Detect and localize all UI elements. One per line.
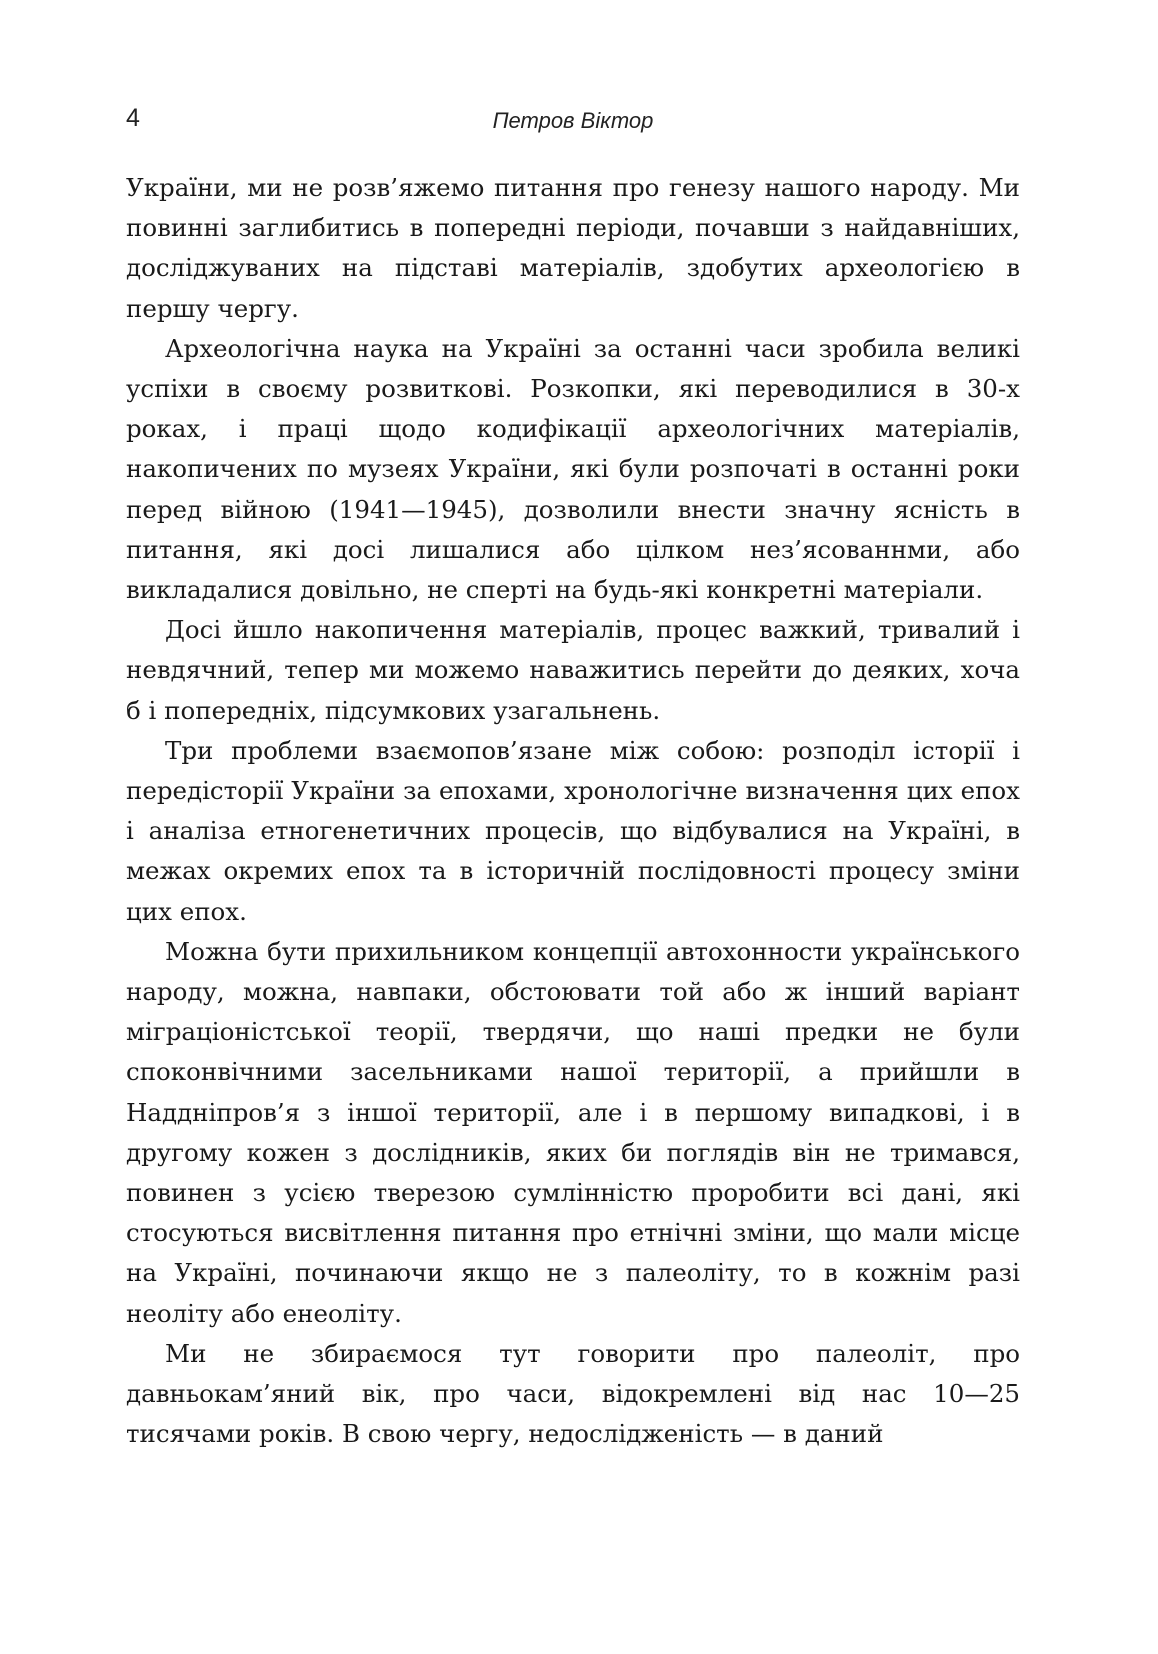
body-text — [126, 168, 1020, 1455]
paragraph: Три проблеми взаємопов’язане між собою: розподіл історії і передісторії України за епохами, хронологічне визначення цих епох і аналіза етногенетичних процесів, що відбувалися на Україні, в межах окремих епох та в історичній послідовності процесу зміни цих епох. — [126, 735, 1020, 926]
running-head-author: Петров Віктор — [492, 108, 654, 133]
paragraph: Можна бути прихильником концепції автохонности українського народу, можна, навпаки, обстоювати той або ж інший варіант міграціоністської теорії, твердячи, що наші предки не були споконвічними засельниками нашої території, а прийшли в Наддніпров’я з іншої території, але і в першому випадкові, і в другому кожен з дослідників, яких би поглядів він не тримався, повинен з усією тверезою сумлінністю проробити всі дані, які стосуються висвітлення питання про етнічні зміни, що мали місце на Україні, починаючи якщо не з палеоліту, то в кожнім разі неоліту або енеоліту. — [126, 936, 1020, 1328]
paragraph: Досі йшло накопичення матеріалів, процес важкий, тривалий і невдячний, тепер ми можемо наважитись перейти до деяких, хоча б і попередніх, підсумкових узагальнень. — [126, 615, 1020, 725]
page-header — [126, 104, 1020, 144]
paragraph-truncated: Ми не збираємося тут говорити про палеоліт, про давньокам’яний вік, про часи, відокремлені від нас 10—25 тисячами років. В свою чергу, недослідженість — в даний — [126, 1338, 1020, 1449]
page-number: 4 — [126, 104, 140, 132]
paragraph: Археологічна наука на Україні за останні часи зробила великі успіхи в своєму розвиткові. Розкопки, які переводилися в 30-х роках, і праці щодо кодифікації археологічних матеріалів, накопичених по музеях України, які були розпочаті в останні роки перед війною (1941—1945), дозволили внести значну ясність в питання, які досі лишалися або цілком нез’ясованнми, або викладалися довільно, не сперті на будь-які конкретні матеріали. — [126, 333, 1020, 605]
paragraph-continued: України, ми не розв’яжемо питання про генезу нашого народу. Ми повинні заглибитись в попередні періоди, почавши з найдавніших, досліджуваних на підставі матеріалів, здобутих археологією в першу чергу. — [126, 173, 1020, 323]
